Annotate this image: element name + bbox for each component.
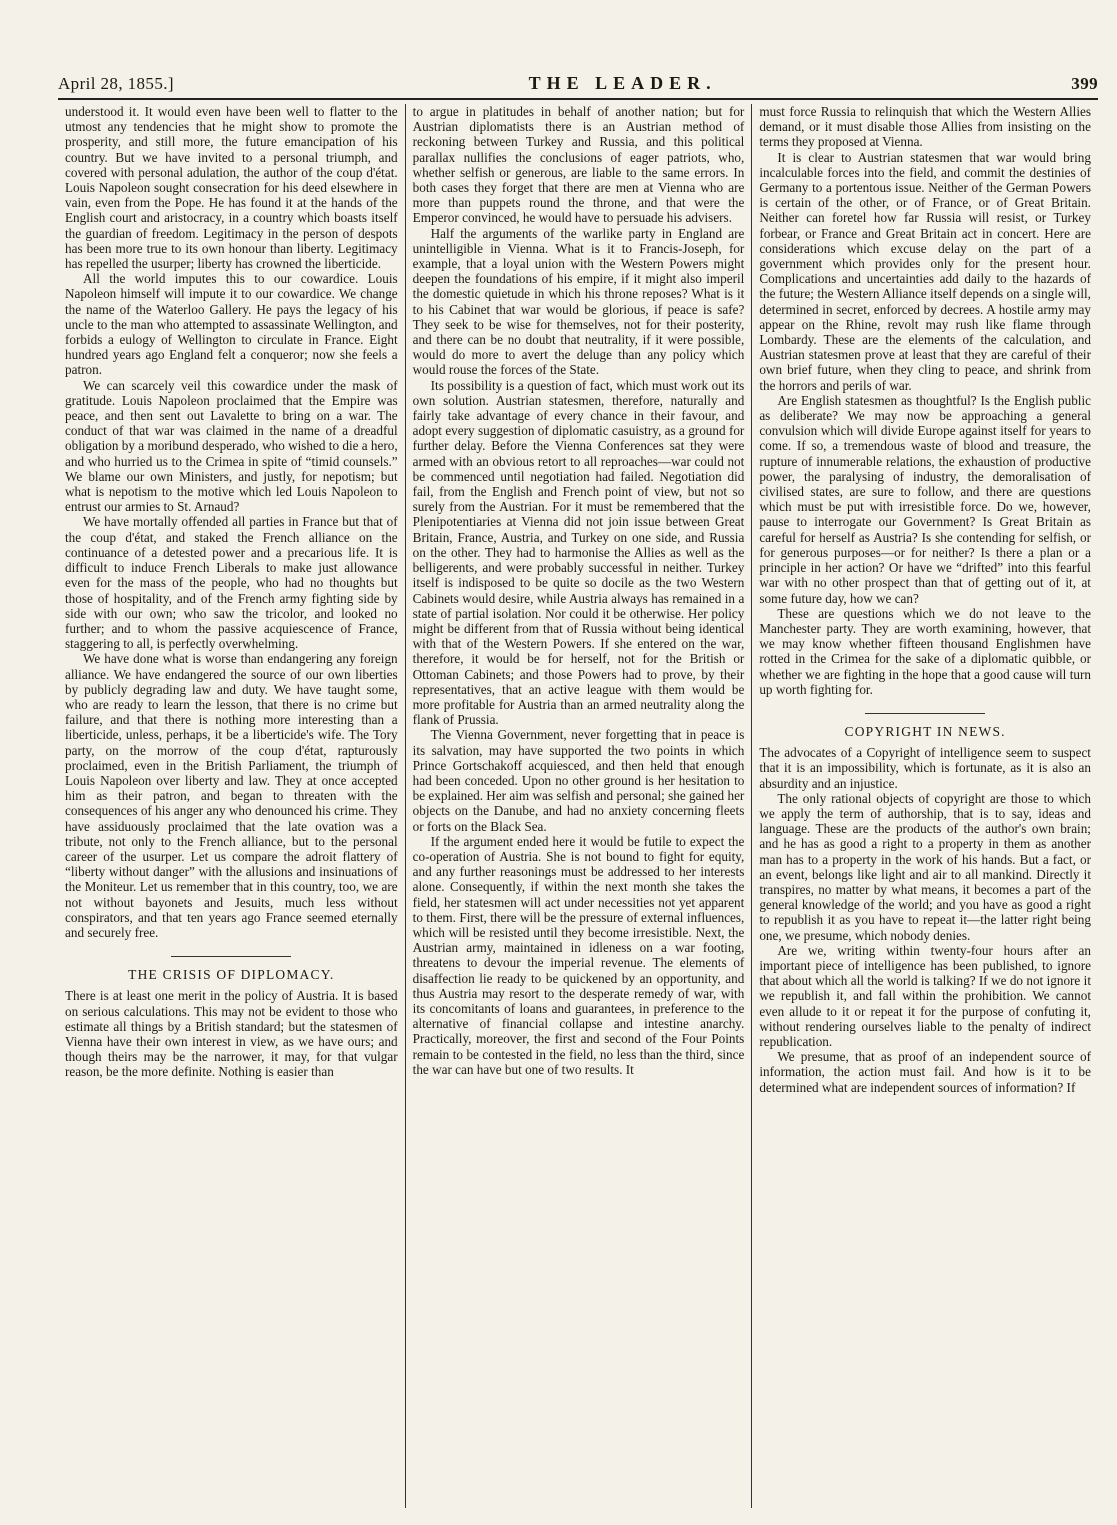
paragraph: Its possibility is a question of fact, which must work out its own solution. Austrian statesmen, therefore, naturally and fairly take advantage of every chance in their favour, and adopt every suggestion of diplomatic casuistry, as a ground for further delay. Before the Vienna Conferences sat they were armed with an obvious retort to all reproaches—war could not be commenced until negotiation had failed. Negotiation did fail, from the English and French point of view, but not so surely from the Austrian. For it must be remembered that the Plenipotentiaries at Vienna did not join issue between Great Britain, France, Austria, and Turkey on one side, and Russia on the other. They had to harmonise the Allies as well as the belligerents, and were probably successful in neither. Turkey itself is indisposed to be quite so docile as the two Western Cabinets would desire, while Austria always has remained in a state of partial isolation. Nor could it be otherwise. Her policy might be different from that of Russia without being identical with that of the Western Powers. If she entered on the war, therefore, it would be for herself, not for the British or Ottoman Cabinets; and those Powers had to prove, by their representatives, that an active league with them would be more profitable for Austria than an armed neutrality along the flank of Prussia. — [412, 377, 745, 728]
column-1 — [58, 104, 405, 1508]
paragraph: Are we, writing within twenty-four hours after an important piece of intelligence has been published, to ignore that about which all the world is talking? If we do not ignore it we republish it, and fall within the prohibition. We cannot even allude to it or repeat it for the purpose of confuting it, without rendering ourselves liable to the penalty of indirect republication. — [759, 942, 1091, 1049]
paragraph: There is at least one merit in the policy of Austria. It is based on serious calculations. This may not be evident to those who estimate all things by a British standard; but the statesmen of Vienna have their own interest in view, as we have ours; and though theirs may be the narrower, it may, for that vulgar reason, be the more definite. Nothing is easier than — [65, 988, 398, 1080]
newspaper-page — [48, 68, 1098, 1508]
paragraph: It is clear to Austrian statesmen that war would bring incalculable forces into the field, and commit the destinies of Germany to a portentous issue. Neither of the German Powers is certain of the other, or of France, or of Great Britain. Neither can foretel how far Russia will resist, or Turkey forbear, or France and Great Britain act in concert. Here are considerations which excuse delay on the part of a government which provides only for the present hour. Complications and uncertainties add daily to the hazards of the future; the Western Alliance itself depends on a single will, determined in secret, enforced by decrees. A hostile army may appear on the Rhine, revolt may rush like flame through Lombardy. These are the elements of the calculation, and Austrian statesmen prove at least that they are careful of their own brief future, when they cling to peace, and shrink from the horrors and perils of war. — [759, 149, 1091, 393]
article-columns — [58, 104, 1098, 1508]
paragraph: We have done what is worse than endangering any foreign alliance. We have endangered the source of our own liberties by publicly degrading law and duty. We have taught some, who are ready to learn the lesson, that there is no crime but failure, and that there is nothing more interesting than a liberticide, unless, perhaps, it be a liberticide's wife. The Tory party, on the morrow of the coup d'état, rapturously proclaimed, even in the British Parliament, the triumph of Louis Napoleon over liberty and law. They at once accepted him as their patron, and began to threaten with the consequences of his anger any who denounced his crime. They have assiduously proclaimed that the late ovation was a tribute, not only to the French alliance, but to the personal career of the usurper. Let us compare the adroit flattery of “liberty without danger” with the allusions and insinuations of the Moniteur. Let us remember that in this country, too, we are not without bayonets and Jesuits, much less without conspirators, and that ten years ago France seemed eternally and securely free. — [65, 651, 398, 940]
newspaper-title: THE LEADER. — [528, 73, 717, 93]
section-heading: COPYRIGHT IN NEWS. — [844, 723, 1006, 739]
paragraph: All the world imputes this to our cowardice. Louis Napoleon himself will impute it to our cowardice. We change the name of the Waterloo Gallery. He pays the legacy of his uncle to the man who attempted to assassinate Wellington, and forbids a eulogy of Wellington to circulate in France. Eight hundred years ago England felt a conqueror; now she feels a patron. — [65, 271, 398, 378]
column-2 — [405, 104, 752, 1508]
masthead — [58, 68, 1098, 94]
paragraph: We have mortally offended all parties in France but that of the coup d'état, and staked the French alliance on the continuance of a detested power and a precarious life. It is difficult to induce French Liberals to make just allowance even for the mass of the people, who had no thoughts but those of hospitality, and of the French army fighting side by side with our own; who saw the tricolor, and looked no further; and to whom the passive acquiescence of France, staggering to all, is perfectly overwhelming. — [65, 514, 398, 652]
paragraph: Half the arguments of the warlike party in England are unintelligible in Vienna. What is it to Francis-Joseph, for example, that a loyal union with the Western Powers might deepen the foundations of his empire, if it might also imperil the domestic quietude in which his throne reposes? What is it to his Cabinet that war would be glorious, if peace is safe? They seek to be wise for themselves, not for their posterity, and there can be no doubt that neutrality, if it were possible, would do more to avert the deluge than any policy which would rouse the forces of the State. — [412, 225, 745, 378]
paragraph: Are English statesmen as thoughtful? Is the English public as deliberate? We may now be approaching a general convulsion which will divide Europe against itself for years to come. If so, a tremendous waste of blood and treasure, the rupture of innumerable relations, the exhaustion of productive power, the paralysing of industry, the demoralisation of civilised states, are sure to follow, and there are questions which must be put with irresistible force. Do we, however, pause to interrogate our Government? Is Great Britain as careful for herself as Austria? Is she contending for selfish, or for generous purposes—or for neither? Is there a plan or a principle in her action? Or have we “drifted” into this fearful war with no other prospect than that of getting out of it, at some future day, how we can? — [759, 392, 1091, 606]
page-number: 399 — [1071, 74, 1098, 93]
masthead-rule — [58, 98, 1098, 100]
paragraph: understood it. It would even have been well to flatter to the utmost any tendencies that he might show to promote the prosperity, and still more, the future emancipation of his country. But we have invited to a personal triumph, and covered with personal adulation, the author of the coup d'état. Louis Napoleon sought consecration for his deed elsewhere in vain, even from the Pope. He has found it at the hands of the English court and aristocracy, in a country which boasts itself the guardian of freedom. Legitimacy in the person of despots has been more true to its own honour than liberty. Legitimacy has repelled the usurper; liberty has crowned the liberticide. — [65, 104, 398, 272]
paragraph: If the argument ended here it would be futile to expect the co-operation of Austria. She is not bound to fight for equity, and any further reasonings must be addressed to her interests alone. Consequently, if within the next month she takes the field, her statesmen will act under necessities not yet apparent to them. First, there will be the pressure of external influences, which will be resisted until they become irresistible. Next, the Austrian army, maintained in idleness on a war footing, threatens to devour the imperial revenue. The elements of disaffection lie ready to be quickened by an opportunity, and thus Austria may resort to the desperate remedy of war, with its concomitants of loans and guarantees, in preference to the alternative of financial collapse and intestine anarchy. Practically, moreover, the first and second of the Four Points remain to be contested in the field, no less than the third, since the war can have but one of two results. It — [412, 833, 745, 1077]
section-divider — [865, 713, 984, 714]
paragraph: The only rational objects of copyright are those to which we apply the term of authorship, that is to say, ideas and language. These are the products of the author's own brain; and he has as good a right to a property in them as another man has to a property in the work of his hands. But a fact, or an event, belongs like light and air to all mankind. Directly it transpires, no matter by what means, it becomes a part of the general knowledge of the world; and you have as good a right to republish it as you have to repeat it—the latter right being one, we presume, which nobody denies. — [759, 790, 1091, 943]
paragraph: These are questions which we do not leave to the Manchester party. They are worth examining, however, that we may know whether fifteen thousand Englishmen have rotted in the Crimea for the sake of a diplomatic quibble, or whether we are fighting in the hope that a good cause will turn up worth fighting for. — [759, 605, 1091, 697]
paragraph: The advocates of a Copyright of intelligence seem to suspect that it is an impossibility, which is fortunate, as it is also an absurdity and an injustice. — [759, 745, 1091, 791]
column-3 — [751, 104, 1098, 1508]
issue-date: April 28, 1855.] — [58, 74, 174, 93]
paragraph: The Vienna Government, never forgetting that in peace is its salvation, may have supported the two points in which Prince Gortschakoff acquiesced, and then held that enough had been conceded. Upon no other ground is her hesitation to be explained. Her aim was selfish and personal; she gained her objects on the Danube, and had no anxiety concerning fleets or forts on the Black Sea. — [412, 727, 745, 834]
section-heading: THE CRISIS OF DIPLOMACY. — [128, 967, 335, 983]
paragraph: must force Russia to relinquish that which the Western Allies demand, or it must disable those Allies from insisting on the terms they proposed at Vienna. — [759, 104, 1091, 150]
paragraph: We can scarcely veil this cowardice under the mask of gratitude. Louis Napoleon proclaimed that the Empire was peace, and then sent out Lavalette to bring on a war. The conduct of that war was claimed in the name of a dreadful obligation by a moribund desperado, who wished to die a hero, and who hurried us to the Crimea in spite of “timid counsels.” We blame our own Ministers, and justly, for nepotism; but what is nepotism to the motive which led Louis Napoleon to entrust our armies to St. Arnaud? — [65, 377, 398, 515]
section-divider — [171, 956, 291, 957]
paragraph: to argue in platitudes in behalf of another nation; but for Austrian diplomatists there is an Austrian method of reckoning between Turkey and Russia, and this political parallax nullifies the conclusions of eager patriots, who, whether selfish or generous, are liable to the same errors. In both cases they forget that there are men at Vienna who are more than puppets round the throne, and that were the Emperor convinced, he would have to persuade his advisers. — [412, 104, 745, 226]
paragraph: We presume, that as proof of an independent source of information, the action must fail. And how is it to be determined what are independent sources of information? If — [759, 1049, 1091, 1095]
